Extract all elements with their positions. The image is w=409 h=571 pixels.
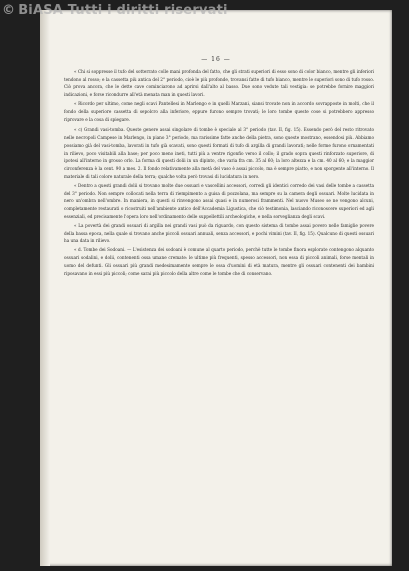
watermark-text: BiASA Tutti i diritti riservati (18, 3, 228, 18)
paragraph: « d. Tombe dei Sodoani. — L'esistenza dei sodoani è comune al quarto periodo, perchè tutte le tombe finora esplorate contengono alquanto ossuari sodalini, e dolii, contenenti ossa umane cremate: le ultime più frequenti, spesso accessori, non essa di piccoli animali, forse mentali in uomo del defunti. Gli ossuari più grandi medesimamente sempre le ossa d'uomini di età matura, mentre gli ossuari contenenti dei bambini riposavano in essi più piccoli; come sarai più piccolo della altre come le tombe che di conservano. (64, 247, 374, 276)
paragraph: « Chi si soppresse il tufo del sotterrato colle mani profonda del fatto, che gli strati superiori di esso sono di color bianco, mentre gli inferiori tendono al rosso; e la cassetta più antica del 2° periodo, cioè le più profonde, trovansi fatte di tufo bianco, mentre le superiori sono di tufo rosso. Ciò prova ancora, che le dette cave cominciarono ad aprirsi dall'alto al basso. Due sono vedute tali vestigia: se potrebbe fornire maggiori indicazioni, e forse ricondurre all'età menata man in questi lavori. (64, 69, 374, 98)
paragraph: « Ricordo per ultimo, come negli scavi Pantellesi in Marlengo e in quelli Marzani, siansi trovate non in accordo sovrapposte in molti, che il fondo della superiore cassetta di sepolcro alla inferiore, eppure furono sempre trovati; le loro tombe queste cose si potrebbero appresso riprovare e la cosa di spiegare. (64, 101, 374, 122)
page-binding-shadow (40, 10, 50, 566)
watermark-logo-icon: © (2, 3, 16, 18)
watermark (2, 3, 228, 18)
page-number: — 16 — (201, 56, 231, 63)
paragraph: « Dentro a questi grandi dolii si trovano molte due ossuari e vascellini accessori, corredi gli identici corredo dei vasi delle tombe a cassetta del 3° periodo. Non sempre collocati nella terra di riempimento a guisa di pozzolana, ma sempre su la camera degli ossuari. Molte lucidata in nero un'ombra nell'ombre. In maniera, in questi si rinvengono assai quasi e in numerosi frammenti. Nel nuovo Museo se ne vengono alcuni, completamente restaurati o ricostruiti nell'ambiente antico dell'Accademia Ligustica, che ciò testimonia, lasciando riconoscere superiori ed agli essenziali, ed precisamente l'opera loro nell'ordinamento delle suppellettili archeologiche, e nella sorveglianza degli scavi. (64, 182, 374, 219)
body-text (64, 68, 374, 279)
paragraph: « c) Grandi vasi-tomba. Queste genere assai singolare di tombe è speciale al 3° periodo (tav. II, fig. 15). Essendo però del resto ritrovato nelle necropoli Campese in Marlengo, in piano 3° periodo, ma rarissime fatte anche della pietra, sono queste mostrano, essendosi più. Abbiamo possiamo già del vasi-tomba, lavorati in tufo già scavati, sono questi formati di tufo di argilla di grandi lavorati; nelle forme furono ornamentati in rilievo, poco visitabili alla base; per poco meno ineti, tutti più a ventre rigonfio verso il collo; il grado sopra questi rinforzato superiore, di ipotesi all'interno in grosso orlo. La forma di questi dolii in un dipinto, che varia fra cm. 35 al 60; la loro altezza e la cm. 40 al 60; e la maggior circonferenza è la cent. 90 a mes. 2. Il fondo relativamente alla metà del vaso è assai piccolo, ma è sempre piatto, e non sporgente all'interno. Il materiale di tali colore naturale della terra; qualche volta però trovasi di lucidatura in nero. (64, 127, 374, 179)
document-page (40, 10, 392, 566)
paragraph: « La povertà dei grandi ossuari di argilla nei grandi vasi può da riguardo, con questo sistema di tombe assai povero nelle famiglie povere della bassa epoca, nella quale si trovano anche piccoli ossuari annuali, senza accessori, e pochi vimini (tav. II, fig. 15). Qualcuno di questi ossuari ha una data in rilievo. (64, 222, 374, 244)
